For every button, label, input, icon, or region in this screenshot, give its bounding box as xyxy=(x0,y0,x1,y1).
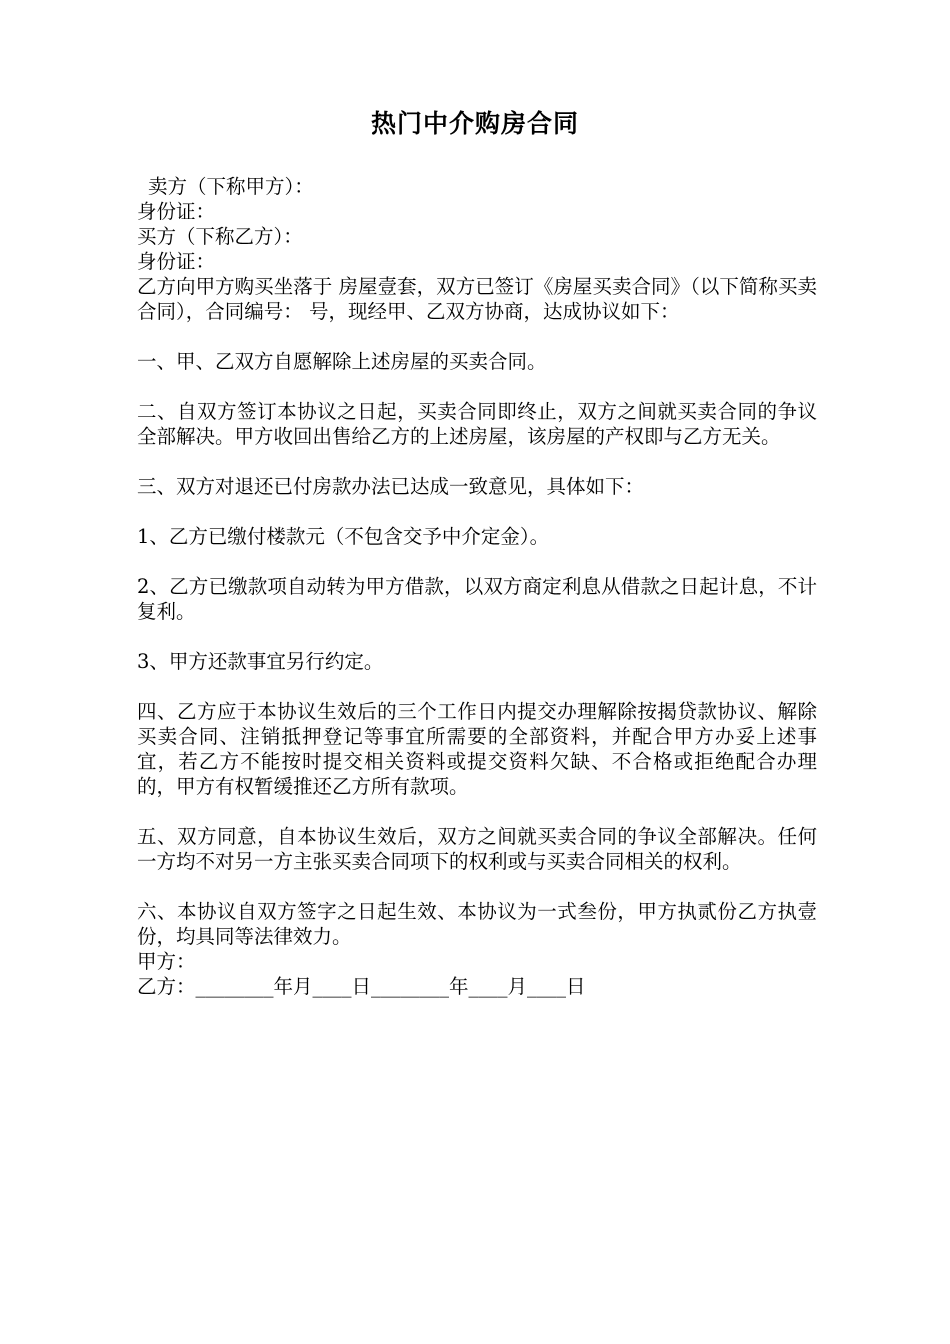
clause-2: 二、自双方签订本协议之日起，买卖合同即终止，双方之间就买卖合同的争议全部解决。甲方收回出售给乙方的上述房屋，该房屋的产权即与乙方无关。 xyxy=(137,400,817,448)
paragraph-gap xyxy=(137,374,817,399)
buyer-line: 买方（下称乙方）： xyxy=(137,225,303,248)
paragraph-gap xyxy=(137,874,817,899)
paragraph-gap xyxy=(137,799,817,824)
seller-line: 卖方（下称甲方）： xyxy=(148,175,314,198)
clause-3-item-3: 3、甲方还款事宜另行约定。 xyxy=(137,650,384,673)
intro-paragraph: 乙方向甲方购买坐落于 房屋壹套，双方已签订《房屋买卖合同》（以下简称买卖合同），合同编号： 号，现经甲、乙双方协商，达成协议如下： xyxy=(137,275,817,323)
clause-3-item-1: 1、乙方已缴付楼款元（不包含交予中介定金）。 xyxy=(137,525,550,548)
paragraph-gap xyxy=(137,549,817,574)
clause-5: 五、双方同意，自本协议生效后，双方之间就买卖合同的争议全部解决。任何一方均不对另一方主张买卖合同项下的权利或与买卖合同相关的权利。 xyxy=(137,825,817,873)
signature-party-b: 乙方：________年月____日________年____月____日 xyxy=(137,975,586,998)
document-title: 热门中介购房合同 xyxy=(370,109,579,138)
seller-id-line: 身份证： xyxy=(137,200,216,223)
paragraph-gap xyxy=(137,624,817,649)
paragraph-gap xyxy=(137,324,817,349)
clause-4: 四、乙方应于本协议生效后的三个工作日内提交办理解除按揭贷款协议、解除买卖合同、注销抵押登记等事宜所需要的全部资料，并配合甲方办妥上述事宜，若乙方不能按时提交相关资料或提交资料欠缺、不合格或拒绝配合办理的，甲方有权暂缓推还乙方所有款项。 xyxy=(137,700,817,798)
buyer-id-line: 身份证： xyxy=(137,250,216,273)
clause-6: 六、本协议自双方签字之日起生效、本协议为一式叁份，甲方执贰份乙方执壹份，均具同等法律效力。 xyxy=(137,900,817,948)
paragraph-gap xyxy=(137,499,817,524)
paragraph-gap xyxy=(137,674,817,699)
clause-1: 一、甲、乙双方自愿解除上述房屋的买卖合同。 xyxy=(137,350,547,373)
paragraph-gap xyxy=(137,449,817,474)
clause-3-item-2: 2、乙方已缴款项自动转为甲方借款，以双方商定利息从借款之日起计息，不计复利。 xyxy=(137,575,817,623)
clause-3: 三、双方对退还已付房款办法已达成一致意见，具体如下： xyxy=(137,475,645,498)
signature-party-a: 甲方： xyxy=(137,950,196,973)
document-body xyxy=(137,174,817,999)
